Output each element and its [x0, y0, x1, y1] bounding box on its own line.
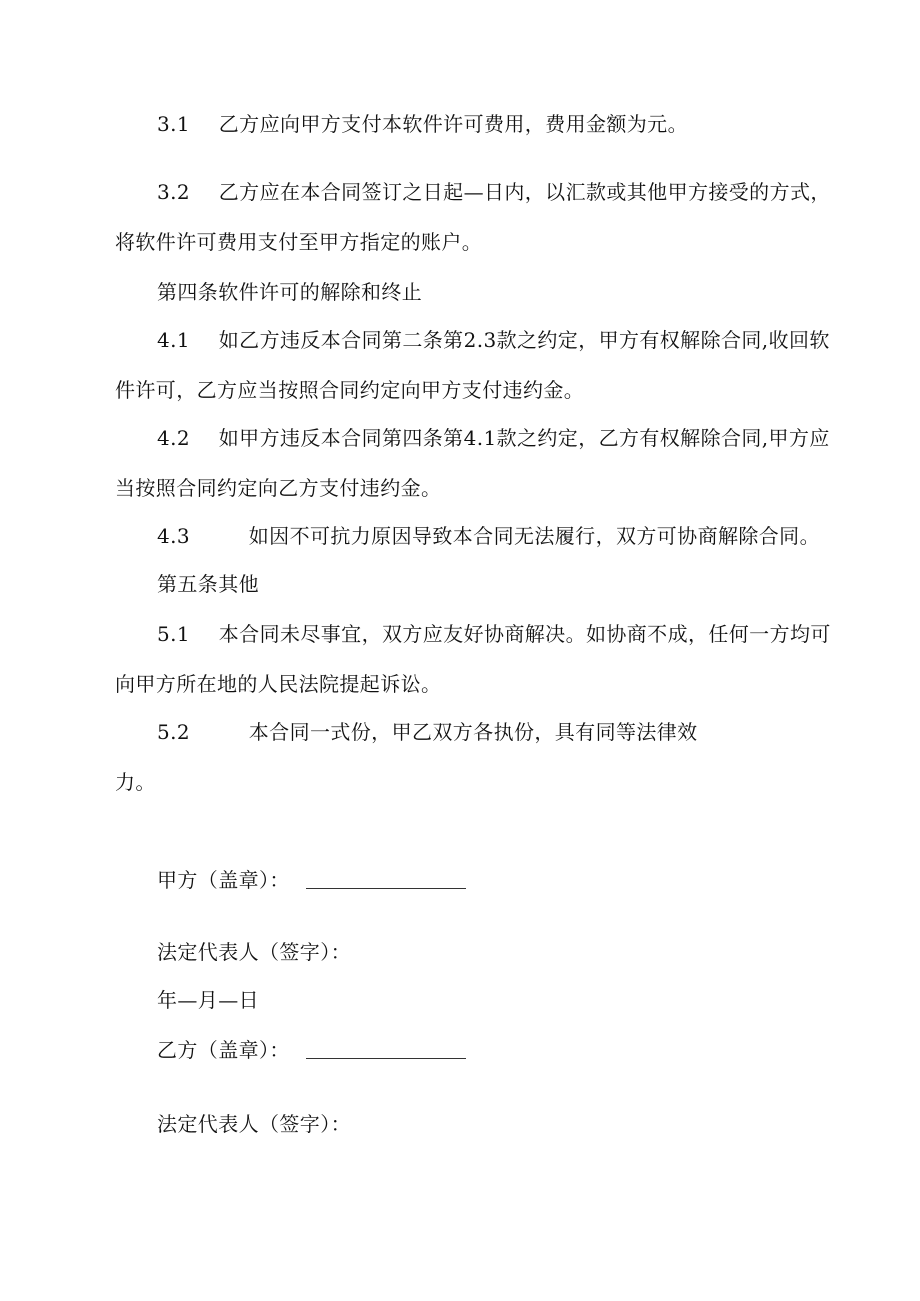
party-a-signature-line: [306, 868, 466, 889]
clause-number: 3.2: [157, 180, 191, 204]
party-b-label: 乙方（盖章）：: [157, 1038, 290, 1062]
clause-5-1-continued: 向甲方所在地的人民法院提起诉讼。: [115, 672, 442, 696]
article-5-title: 第五条其他: [157, 572, 259, 596]
clause-number: 4.3: [157, 524, 191, 548]
party-a-label: 甲方（盖章）：: [157, 868, 290, 892]
clause-3-2: [157, 178, 831, 206]
article-4-title: 第四条软件许可的解除和终止: [157, 280, 423, 304]
clause-4-3: [157, 522, 820, 550]
clause-4-1: [157, 326, 830, 354]
legal-rep-a-label: 法定代表人（签字）：: [157, 940, 351, 964]
clause-text: 如因不可抗力原因导致本合同无法履行，双方可协商解除合同。: [248, 524, 820, 548]
clause-4-2: [157, 424, 830, 452]
clause-3-2-continued: 将软件许可费用支付至甲方指定的账户。: [115, 230, 483, 254]
clause-number: 5.2: [157, 720, 191, 744]
clause-number: 4.1: [157, 328, 191, 352]
clause-5-2-continued: 力。: [115, 770, 156, 794]
clause-5-1: [157, 620, 831, 648]
clause-number: 3.1: [157, 112, 191, 136]
party-b-signature-line: [306, 1038, 466, 1059]
clause-text: 本合同未尽事宜，双方应友好协商解决。如协商不成，任何一方均可: [218, 622, 831, 646]
clause-text: 如甲方违反本合同第四条第4.1款之约定，乙方有权解除合同,甲方应: [218, 426, 830, 450]
clause-4-2-continued: 当按照合同约定向乙方支付违约金。: [115, 476, 442, 500]
clause-5-2: [157, 718, 698, 746]
clause-number: 5.1: [157, 622, 191, 646]
clause-text: 本合同一式份，甲乙双方各执份，具有同等法律效: [248, 720, 698, 744]
clause-text: 如乙方违反本合同第二条第2.3款之约定，甲方有权解除合同,收回软: [218, 328, 830, 352]
clause-3-1: [157, 110, 688, 138]
legal-rep-b-label: 法定代表人（签字）：: [157, 1112, 351, 1136]
clause-number: 4.2: [157, 426, 191, 450]
clause-text: 乙方应在本合同签订之日起—日内，以汇款或其他甲方接受的方式，: [218, 180, 831, 204]
signing-date: 年—月—日: [157, 988, 259, 1012]
clause-4-1-continued: 件许可，乙方应当按照合同约定向甲方支付违约金。: [115, 378, 585, 402]
clause-text: 乙方应向甲方支付本软件许可费用，费用金额为元。: [218, 112, 688, 136]
